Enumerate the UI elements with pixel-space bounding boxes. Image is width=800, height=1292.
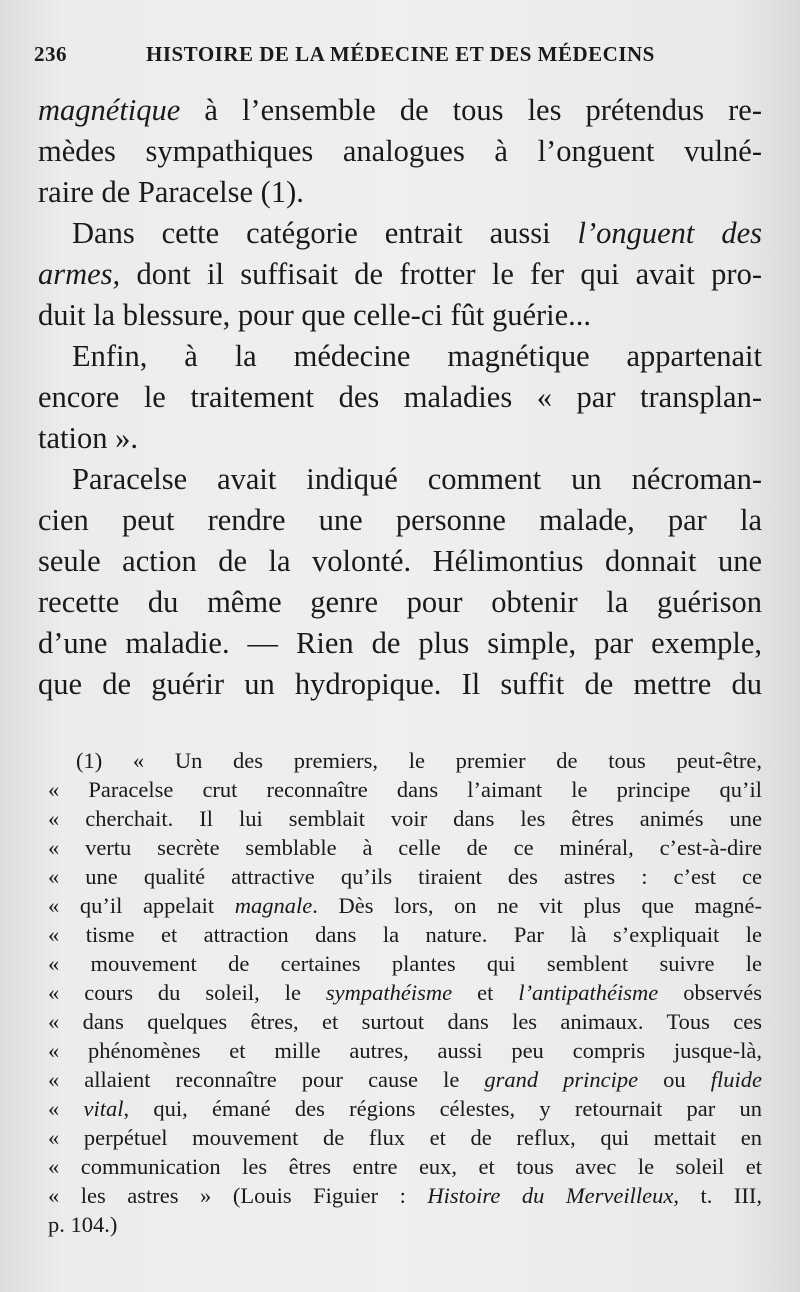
footnote-line: « communication les êtres entre eux, et tous avec le soleil et — [48, 1154, 762, 1179]
footnote-line: « qu’il appelait magnale. Dès lors, on ne vit plus que magné- — [48, 893, 762, 918]
text-line: magnétique à l’ensemble de tous les prétendus re- — [38, 93, 762, 127]
footnote-line: « mouvement de certaines plantes qui semblent suivre le — [48, 951, 762, 976]
footnote-line: p. 104.) — [48, 1212, 118, 1237]
footnote-line: « perpétuel mouvement de flux et de reflux, qui mettait en — [48, 1125, 762, 1150]
footnote-line: « tisme et attraction dans la nature. Par là s’expliquait le — [48, 922, 762, 947]
text-line: duit la blessure, pour que celle-ci fût guérie... — [38, 298, 592, 332]
running-head — [34, 42, 764, 78]
text-line: tation ». — [38, 421, 138, 455]
footnote-line: « les astres » (Louis Figuier : Histoire du Merveilleux, t. III, — [48, 1183, 762, 1208]
footnote-line: « une qualité attractive qu’ils tiraient des astres : c’est ce — [48, 864, 762, 889]
text-line: Dans cette catégorie entrait aussi l’onguent des — [72, 216, 762, 250]
text-line: Paracelse avait indiqué comment un nécroman- — [72, 462, 762, 496]
page-number: 236 — [34, 42, 67, 66]
text-line: raire de Paracelse (1). — [38, 175, 304, 209]
text-line: Enfin, à la médecine magnétique appartenait — [72, 339, 762, 373]
footnote-line: « dans quelques êtres, et surtout dans les animaux. Tous ces — [48, 1009, 762, 1034]
footnote-line: « allaient reconnaître pour cause le grand principe ou fluide — [48, 1067, 762, 1092]
footnote-line: « phénomènes et mille autres, aussi peu compris jusque-là, — [48, 1038, 762, 1063]
text-line: cien peut rendre une personne malade, par la — [38, 503, 762, 537]
footnote-line: « cours du soleil, le sympathéisme et l’antipathéisme observés — [48, 980, 762, 1005]
footnote-line: « vital, qui, émané des régions célestes, y retournait par un — [48, 1096, 762, 1121]
footnote-line: « Paracelse crut reconnaître dans l’aimant le principe qu’il — [48, 777, 762, 802]
footnote — [48, 746, 762, 1239]
footnote-line: « cherchait. Il lui semblait voir dans les êtres animés une — [48, 806, 762, 831]
text-line: armes, dont il suffisait de frotter le fer qui avait pro- — [38, 257, 762, 291]
footnote-line: (1) « Un des premiers, le premier de tous peut-être, — [76, 748, 762, 773]
text-line: que de guérir un hydropique. Il suffit de mettre du — [38, 667, 762, 701]
text-line: seule action de la volonté. Hélimontius donnait une — [38, 544, 762, 578]
footnote-line: « vertu secrète semblable à celle de ce minéral, c’est-à-dire — [48, 835, 762, 860]
text-line: d’une maladie. — Rien de plus simple, par exemple, — [38, 626, 762, 660]
running-title: HISTOIRE DE LA MÉDECINE ET DES MÉDECINS — [146, 42, 655, 66]
text-line: mèdes sympathiques analogues à l’onguent vulné- — [38, 134, 762, 168]
text-line: recette du même genre pour obtenir la guérison — [38, 585, 762, 619]
main-text — [38, 90, 762, 705]
text-line: encore le traitement des maladies « par transplan- — [38, 380, 762, 414]
